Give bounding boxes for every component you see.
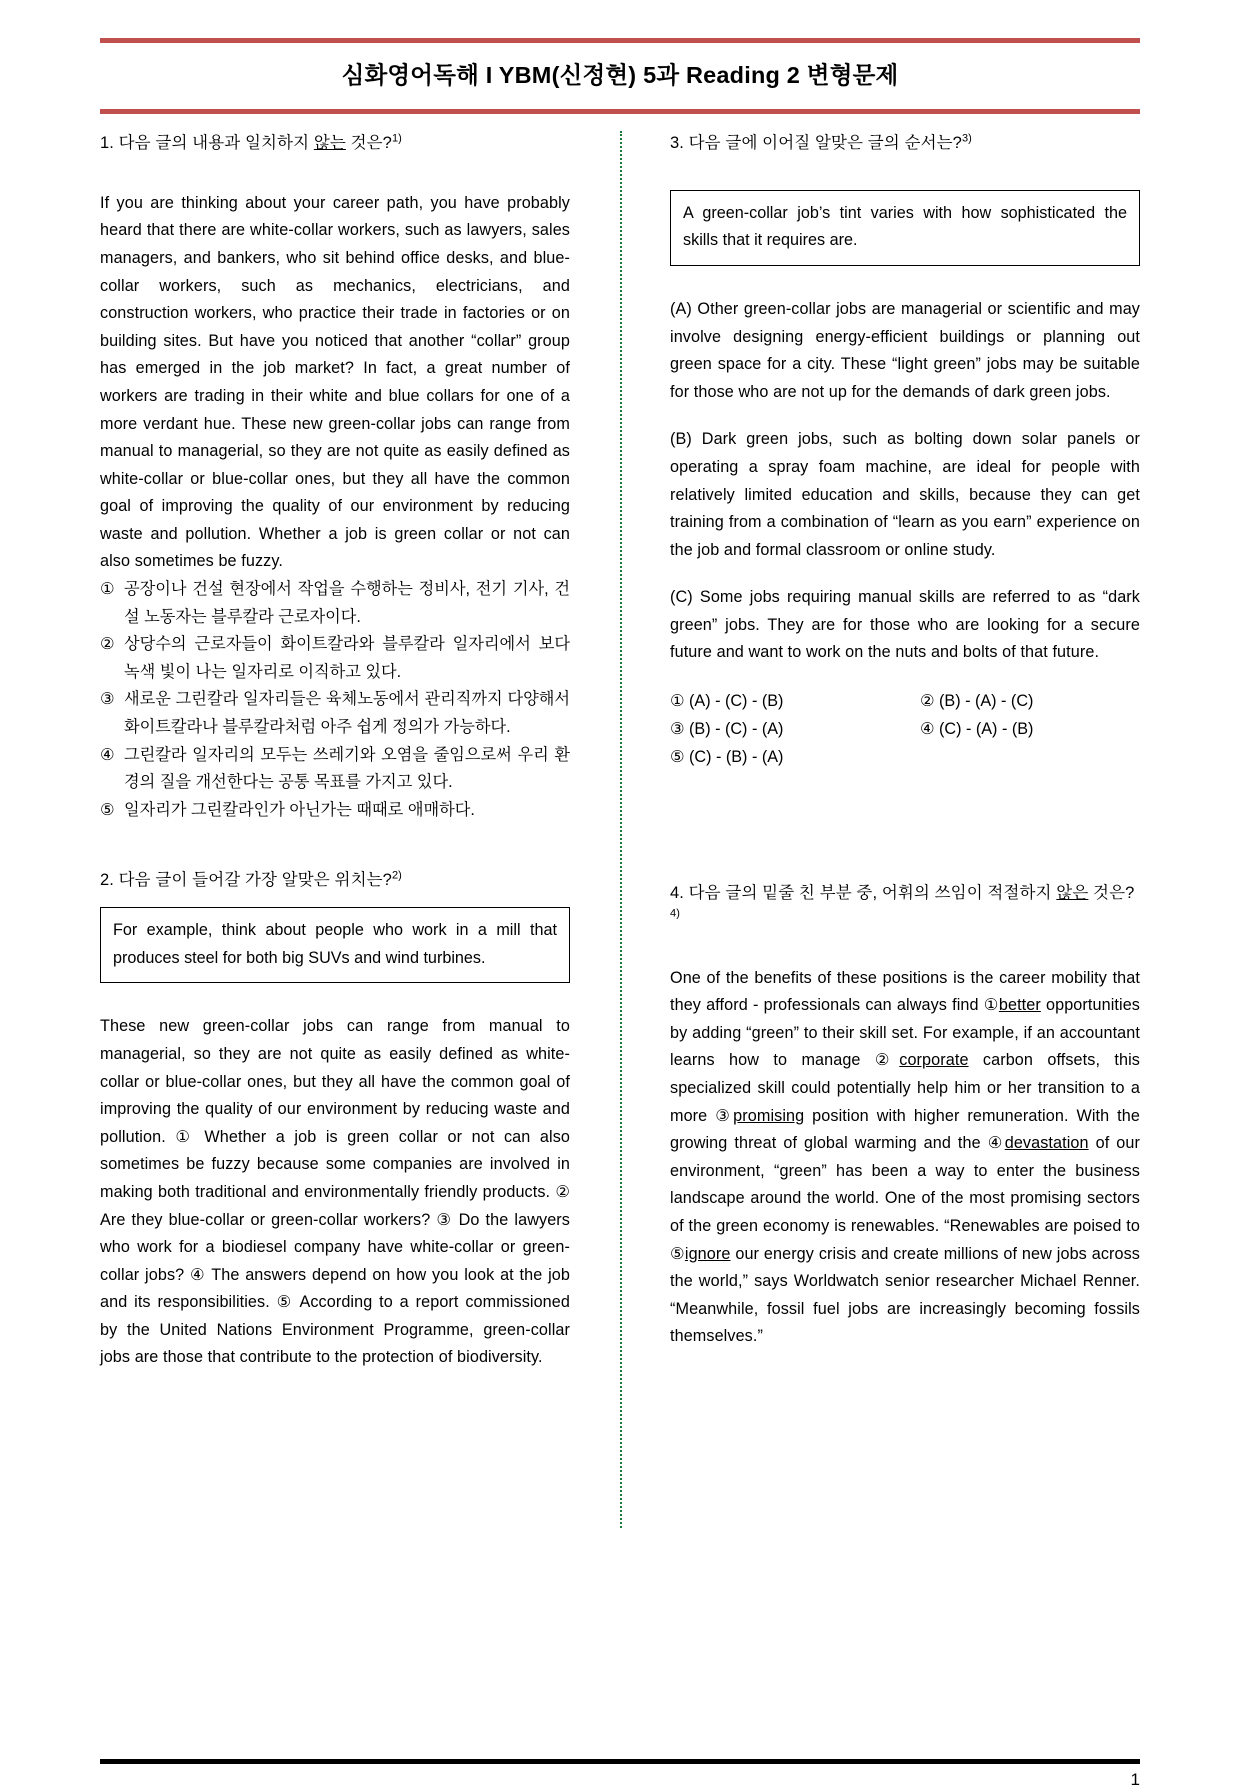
question-3-paragraph-a: (A) Other green-collar jobs are managerial or scientific and may involve designing energy-efficient buildings or planning out green space for a city. These “light green” jobs may be suitable for those who are not up for the demands of dark green jobs. (670, 299, 1140, 401)
passage-text-4: carbon offsets, this specialized skill could potentially help him or her transition to a more (670, 1051, 1140, 1125)
question-3-heading-text: 3. 다음 글에 이어질 알맞은 글의 순서는? (670, 134, 962, 152)
column-divider (570, 131, 670, 1626)
spacer (670, 667, 1140, 687)
document-page (0, 38, 1240, 1790)
header-rule-bottom (100, 109, 1140, 114)
right-column (670, 131, 1140, 1626)
option-4[interactable]: ④ (C) - (A) - (B) (920, 720, 1034, 739)
choice-text: 상당수의 근로자들이 화이트칼라와 블루칼라 일자리에서 보다 녹색 빛이 나는 일자리로 이직하고 있다. (124, 635, 570, 681)
question-1-heading-post: 것은? (345, 134, 392, 152)
question-4-passage (670, 965, 1140, 1351)
passage-text-6: position with higher remuneration. With the growing threat of global warming and the (670, 1106, 1140, 1153)
spacer (670, 935, 1140, 965)
list-item[interactable] (100, 686, 570, 741)
question-1-heading-pre: 1. 다음 글의 내용과 일치하지 (100, 134, 314, 152)
vocab-word: corporate (899, 1051, 969, 1070)
two-column-body (100, 131, 1140, 1626)
spacer (670, 564, 1140, 584)
spacer (100, 160, 570, 190)
list-item[interactable] (100, 742, 570, 797)
question-2-passage: These new green-collar jobs can range from manual to managerial, so they are not quite as easily defined as white-collar or blue-collar ones, but they all have the common goal of improving the quality of our environment by reducing waste and pollution. ① Whether a job is green collar or not can also sometimes be fuzzy because some companies are involved in making both traditional and environmentally friendly products. ② Are they blue-collar or green-collar workers? ③ Do the lawyers who work for a biodiesel company have white-collar or green-collar jobs? ④ The answers depend on how you look at the job and its responsibilities. ⑤ According to a report commissioned by the United Nations Environment Programme, green-collar jobs are those that contribute to the protection of biodiversity. (100, 1017, 570, 1367)
vocab-word: better (998, 996, 1041, 1015)
choice-marker: ② (100, 635, 115, 654)
page-number: 1 (1130, 1770, 1140, 1789)
question-3-footnote: 3) (961, 132, 972, 145)
question-4-heading (670, 881, 1140, 931)
spacer (670, 771, 1140, 881)
vocab-marker: ⑤ (670, 1244, 685, 1263)
option-2[interactable]: ② (B) - (A) - (C) (920, 692, 1034, 711)
vocab-choice-①[interactable] (984, 996, 1041, 1014)
vocab-word: ignore (684, 1244, 731, 1263)
question-1-passage: If you are thinking about your career path, you have probably heard that there are white-collar workers, such as lawyers, sales managers, and bankers, who sit behind office desks, and blue-collar workers, such as mechanics, electricians, and construction workers, who practice their trade in factories or on building sites. But have you noticed that another “collar” group has emerged in the job market? In fact, a great number of workers are trading in their white and blue collars for one of a more verdant hue. These new green-collar jobs can range from manual to managerial, so they are not quite as easily defined as white-collar or blue-collar ones, but they all have the common goal of improving the quality of our environment by reducing waste and pollution. Whether a job is green collar or not can also sometimes be fuzzy. (100, 193, 570, 571)
vocab-word: promising (733, 1106, 805, 1125)
choice-marker: ④ (100, 745, 115, 764)
vocab-marker: ③ (715, 1106, 734, 1125)
choice-marker: ① (100, 580, 115, 599)
choice-marker: ③ (100, 690, 115, 709)
question-3-paragraph-c: (C) Some jobs requiring manual skills are referred to as “dark green” jobs. They are for those who are looking for a secure future and want to work on the nuts and bolts of that future. (670, 588, 1140, 662)
vocab-marker: ① (983, 996, 999, 1015)
choice-text: 공장이나 건설 현장에서 작업을 수행하는 정비사, 전기 기사, 건설 노동자는 블루칼라 근로자이다. (124, 580, 570, 626)
list-item[interactable] (100, 631, 570, 686)
option-5[interactable]: ⑤ (C) - (B) - (A) (670, 748, 784, 767)
passage-text-8: of our environment, “green” has been a way to enter the business landscape around the world. One of the most promising sectors of the green economy is renewables. “Renewables are poised to (670, 1134, 1140, 1235)
option-1[interactable]: ① (A) - (C) - (B) (670, 692, 784, 711)
choice-text: 새로운 그린칼라 일자리들은 육체노동에서 관리직까지 다양해서 화이트칼라나 블루칼라처럼 아주 쉽게 정의가 가능하다. (124, 690, 570, 737)
passage-text-2: opportunities by adding “green” to their skill set. For example, if an accountant learns how to manage (670, 996, 1140, 1070)
question-2-footnote: 2) (391, 869, 402, 882)
question-3-options (670, 687, 1140, 771)
spacer (100, 897, 570, 907)
vocab-marker: ④ (987, 1134, 1005, 1153)
question-3-heading (670, 131, 1140, 156)
vocab-marker: ② (874, 1051, 900, 1070)
spacer (670, 160, 1140, 190)
question-1-choices (100, 576, 570, 824)
question-1-footnote: 1) (391, 132, 402, 145)
choice-text: 그린칼라 일자리의 모두는 쓰레기와 오염을 줄임으로써 우리 환경의 질을 개선한다는 공통 목표를 가지고 있다. (124, 745, 570, 792)
page-footer (100, 1759, 1140, 1790)
spacer (670, 266, 1140, 296)
question-4-heading-pre: 4. 다음 글의 밑줄 친 부분 중, 어휘의 쓰임이 적절하지 (670, 884, 1057, 903)
question-1-heading-underline: 않는 (313, 134, 346, 152)
question-1-heading (100, 131, 570, 156)
question-4-heading-post: 것은? (1088, 884, 1135, 903)
spacer (100, 983, 570, 1013)
page-title: 심화영어독해 I YBM(신정현) 5과 Reading 2 변형문제 (341, 62, 899, 88)
question-4-heading-underline: 않은 (1056, 884, 1089, 903)
vocab-choice-②[interactable] (875, 1051, 969, 1069)
choice-text: 일자리가 그린칼라인가 아닌가는 때때로 애매하다. (124, 800, 475, 819)
vocab-word: devastation (1004, 1134, 1089, 1153)
vocab-choice-⑤[interactable] (670, 1245, 730, 1263)
question-2-heading-text: 2. 다음 글이 들어갈 가장 알맞은 위치는? (100, 871, 392, 890)
vocab-choice-③[interactable] (715, 1107, 804, 1125)
question-3-paragraph-b: (B) Dark green jobs, such as bolting down solar panels or operating a spray foam machine, are ideal for people with relatively limited education and skills, because they can get training from a combination of “learn as you earn” experience on the job and formal classroom or online study. (670, 430, 1140, 559)
option-spacer (920, 743, 1140, 771)
list-item[interactable] (100, 576, 570, 631)
question-4-footnote: 4) (670, 907, 680, 920)
spacer (670, 406, 1140, 426)
question-3-boxed-excerpt: A green-collar job’s tint varies with how sophisticated the skills that it requires are. (670, 190, 1140, 266)
question-2-heading (100, 868, 570, 893)
passage-text-0: One of the benefits of these positions is the career mobility that they afford - professionals can always find (670, 968, 1140, 1015)
option-3[interactable]: ③ (B) - (C) - (A) (670, 720, 784, 739)
left-column (100, 131, 570, 1626)
list-item[interactable] (100, 797, 570, 825)
question-2-boxed-excerpt: For example, think about people who work in a mill that produces steel for both big SUVs and wind turbines. (100, 907, 570, 983)
choice-marker: ⑤ (100, 800, 115, 819)
vocab-choice-④[interactable] (988, 1134, 1089, 1152)
passage-text-10: our energy crisis and create millions of new jobs across the world,” says Worldwatch senior researcher Michael Renner. “Meanwhile, fossil fuel jobs are increasingly becoming fossils themselves.” (670, 1244, 1140, 1346)
spacer (100, 824, 570, 868)
